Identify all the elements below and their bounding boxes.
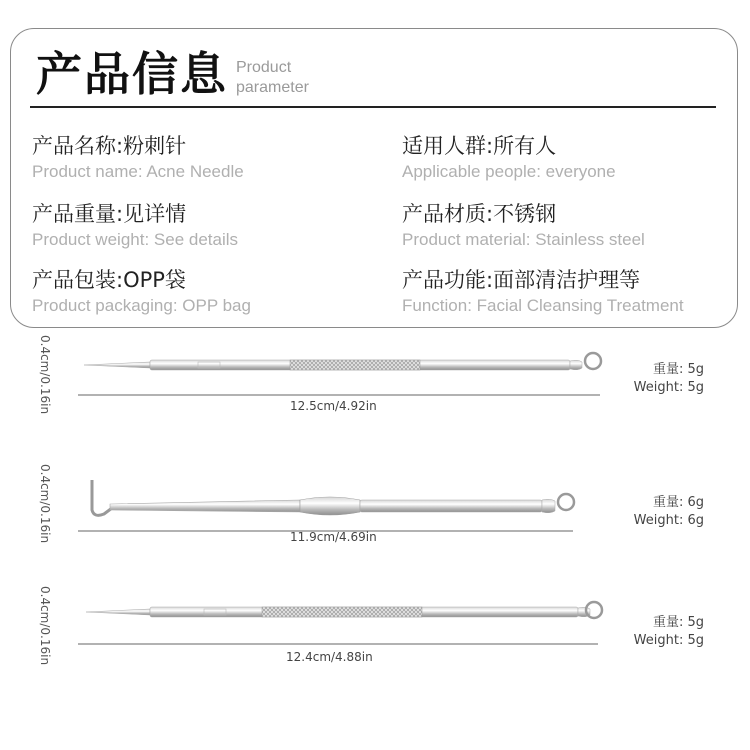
length-dimension-label: 12.4cm/4.88in xyxy=(286,650,373,664)
acne-needle-tool-1 xyxy=(0,335,750,445)
field-label-en: Applicable people: everyone xyxy=(402,162,616,181)
acne-hook-tool-2 xyxy=(0,460,750,570)
field-product-material xyxy=(402,198,645,250)
field-label-en: Product weight: See details xyxy=(32,230,239,249)
height-dimension-label: 0.4cm/0.16in xyxy=(38,335,52,415)
weight-en: Weight: 5g xyxy=(633,633,704,648)
subtitle-line-1: Product xyxy=(236,59,292,76)
section-subtitle xyxy=(236,58,309,98)
weight-zh: 重量: 6g xyxy=(652,495,704,510)
field-label-zh: 产品功能:面部清洁护理等 xyxy=(402,268,641,292)
height-dimension-label: 0.4cm/0.16in xyxy=(38,586,52,666)
weight-zh: 重量: 5g xyxy=(652,362,704,377)
field-label-en: Product name: Acne Needle xyxy=(32,162,244,181)
weight-label xyxy=(634,361,704,397)
weight-zh: 重量: 5g xyxy=(652,615,704,630)
field-product-name xyxy=(32,130,244,182)
field-label-zh: 产品名称:粉刺针 xyxy=(32,134,187,158)
weight-label xyxy=(634,614,704,650)
section-title: 产品信息 xyxy=(36,47,228,101)
length-dimension-label: 11.9cm/4.69in xyxy=(290,530,377,544)
field-label-zh: 适用人群:所有人 xyxy=(402,134,557,158)
field-product-function xyxy=(402,264,684,316)
weight-label xyxy=(634,494,704,530)
field-label-en: Product material: Stainless steel xyxy=(402,230,645,249)
length-dimension-label: 12.5cm/4.92in xyxy=(290,399,377,413)
field-label-zh: 产品材质:不锈钢 xyxy=(402,202,557,226)
title-divider xyxy=(30,106,716,108)
field-applicable-people xyxy=(402,130,616,182)
height-dimension-label: 0.4cm/0.16in xyxy=(38,464,52,544)
field-product-packaging xyxy=(32,264,251,316)
field-label-zh: 产品包装:OPP袋 xyxy=(32,268,186,292)
field-label-zh: 产品重量:见详情 xyxy=(32,202,187,226)
field-label-en: Function: Facial Cleansing Treatment xyxy=(402,296,684,315)
weight-en: Weight: 5g xyxy=(633,380,704,395)
acne-needle-tool-3 xyxy=(0,582,750,692)
subtitle-line-2: parameter xyxy=(236,79,309,96)
field-label-en: Product packaging: OPP bag xyxy=(32,296,251,315)
weight-en: Weight: 6g xyxy=(633,513,704,528)
field-product-weight xyxy=(32,198,238,250)
